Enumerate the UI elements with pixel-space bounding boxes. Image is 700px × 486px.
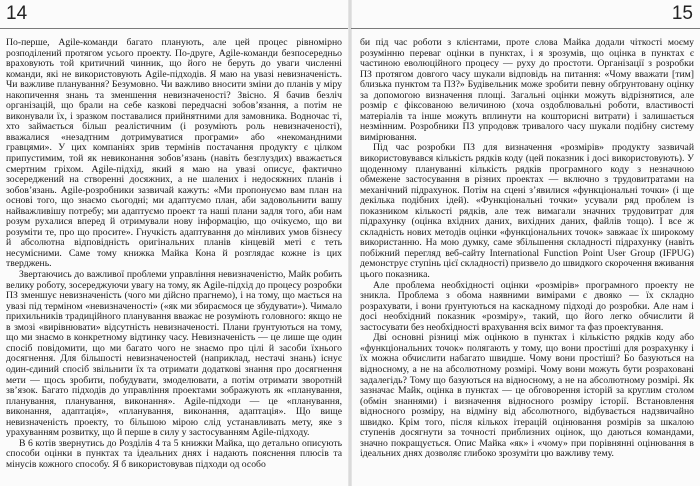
right-page-header xyxy=(351,2,700,29)
left-paragraph-2: Звертаючись до важливої проблеми управління невизначеністю, Майк робить велику роботу, зосереджуючи увагу на тому, як Agile-підхід до процесу розробки ПЗ зменшує невизначеність (чого ми дійсно прагнемо), і на тому, що мається на увазі під терміном «невизначеності» («як ми збираємося це збудувати»). Чималo прихильників традиційного планування вважає не розуміють головного: якщо не в змозі «вирівнювати» відсутність невизначеності. Плани ґрунтуються на тому, що ми знаємо в конкретному відтинку часу. Невизначеність — це лише ще один спосіб повідомити, що ми багато чого не знаємо про цілі й засоби їхнього досягнення. Для більшості невизначеностей (наприклад, нестачі знань) існує один-єдиний спосіб звільнити їх та отримати додаткові знання про досягнення мети — щось зробити, побудувати, змоделювати, а потім отримати зворотній зв’язок. Багато підходів до управління проектами зображують як «планування, планування, планування, виконання». Agile-підходи — це «планування, виконання, адаптація», «планування, виконання, адаптація». Що вище невизначеність проекту, то більшою мірою слід устанавливать мету, яке з урахуванням розвитку, що й перше в силу у застосуванням Agile-підходу. xyxy=(6,269,342,439)
left-paragraph-1: По-перше, Agile-команди багато планують, але цей процес рівномірно розподілений протягом усього проекту. По-друге, Agile-команди безпосередньо враховують той критичний чинник, що його не беруть до уваги численні команди, які не використовують Agile-підходів. Я маю на увазі невизначеність. Чи важливе планування? Безумовно. Чи важливо вносити зміни до планів у міру накопичення знань та зменшення невизначеності? Звісно. Я бачив безліч організацій, що брали на себе казкові передчасні зобов’язання, а потім не виконували їх, і зразком поставалися прийнятними для замовника. Водночас ті, хто займається більш реалістичним (і розуміють роль невизначеності), вважалися «незадтним дотримуватися програми» або «некомандними гравцями». У цих компаніях зрив термінів постачання продукту є цілком припустимим, той як невиконання зобов’язань (навіть безглуздих) вважається смертним гріхом. Agile-підхід, який я маю на увазі описує, фактично зосереджений на створенні досяжних, а не шалених і недосяжних планів і зобов’язань. Agile-розробники зазвичай кажуть: «Ми пропонуємо вам план на основі того, що знаємо сьогодні; ми адаптуємо план, аби задовольнити вашу найважливішу потребу; ми адаптуємо проект та наші плани задля того, аби нам розум рухалися вперед й отримували нову інформацію, що очікуємо, що ви розуміти те, про що просите». Гнучкість адаптування до мінливих умов бізнесу й абсолютна відповідність оригінальних планів кінцевій меті є теть несумісними. Саме тому книжка Майка Кона й розглядає кожне із цих тверджень. xyxy=(6,37,342,270)
right-paragraph-2: Під час розробки ПЗ для визначення «розмірів» продукту зазвичай використовувався кількість рядків коду (цей показник і досі використовують). У щоденному плануванні кількість рядків програмного коду з незначною обмежене застосування в різних проектах — включно з трудовитратами на механічний підрахунок. Потім на сцені з’явилися «функціональні точки» (і ще декілька подібних ідей). «Функціональні точки» усували ряд проблем із показником кількості рядків, але теж вимагали значних трудовитрат для підрахунку (оцінка вхідних даних, вихідних даних, файлів тощо). І все ж складність нових методів оцінки «функціональних точок» завжаає їх широкому використанню. На мою думку, саме збільшення складності підрахунку (навіть побіжний перегляд веб-сайту International Function Point User Group (IFPUG) демонструє ступінь цієї складності) призвело до швидкого скорочення вживання цього показника. xyxy=(360,142,694,281)
right-page xyxy=(351,0,700,486)
right-paragraph-1: би під час роботи з клієнтами, проте слова Майка додали чіткості моєму розумінню переваг оцінки в пунктах, і я зрозумів, що оцінка в пунктах є частиною еволюційного процесу — руху до простоти. Організації з розробки ПЗ протягом довгого часу шукали відповідь на питання: «Чому вважати [тим] близька пунктом та ПЗ?» Будівельник може зробити певну обґрунтовану оцінку за допомогою визначення площі. Загальні оцінки можуть відрізнятися, але розмір є фіксованою величиною (хоча оздоблювальні роботи, властивості матеріалів та інше можуть вплинути на кошторисні витрати) і залишається незмінним. Розробники ПЗ упродовж тривалого часу шукали подібну систему вимірювання. xyxy=(360,37,694,143)
left-page xyxy=(0,0,349,486)
right-page-body xyxy=(360,38,694,460)
left-page-body xyxy=(6,38,342,470)
right-page-number: 15 xyxy=(671,3,693,24)
left-page-number: 14 xyxy=(6,3,28,24)
right-paragraph-3: Але проблема необхідності оцінки «розмірів» програмного проекту не зникла. Проблема з обома наявними вимірами є двояко — їх складно розрахувати, і вони ґрунтуються на каскадному підході до розробки. Але нам і досі необхідний показник «розміру», такий, що його легко обчислити й застосувати без необхідності врахування всіх вимог та фаз проектування. xyxy=(360,279,694,333)
left-page-header xyxy=(0,2,349,29)
left-paragraph-3: В 6 котів звернутись до Розділів 4 та 5 книжки Майка, що детально описують способи оцінки в пунктах та ідеальних днях і надають пояснення плюсів та мінусів кожного способу. Я б використовував підходи од особо xyxy=(6,437,342,470)
right-paragraph-4: Дві основні різниці між оцінкою в пунктах і кількістю рядків коду або «функціональних точок» полягають у тому, що вони простіші для розрахунку і їх можна обчислити набагато швидше. Чому вони простіші? Бо базуються на відносному, а не на абсолютному розмірі. Чому вони можуть бути розраховані задалегідь? Тому що базуються на відносному, а не на абсолютному розмірі. Як зазначає Майк, оцінка в пунктах — це обговорення історій за круглим столом (обмін знаннями) і визначення відносного розміру історії. Встановлення відносного розміру, на відміну від абсолютного, відбувається надзвичайно швидко. Крім того, після кількох ітерацій оцінювання розмірів за шкалою ступенів досягнути за точності приблизних оцінок, що даються командами, значно покращується. Опис Майка «як» і «чому» при порівнянні оцінювання в ідеальних днях дозволяє глибоко зрозуміти цю важливу тему. xyxy=(360,332,694,460)
